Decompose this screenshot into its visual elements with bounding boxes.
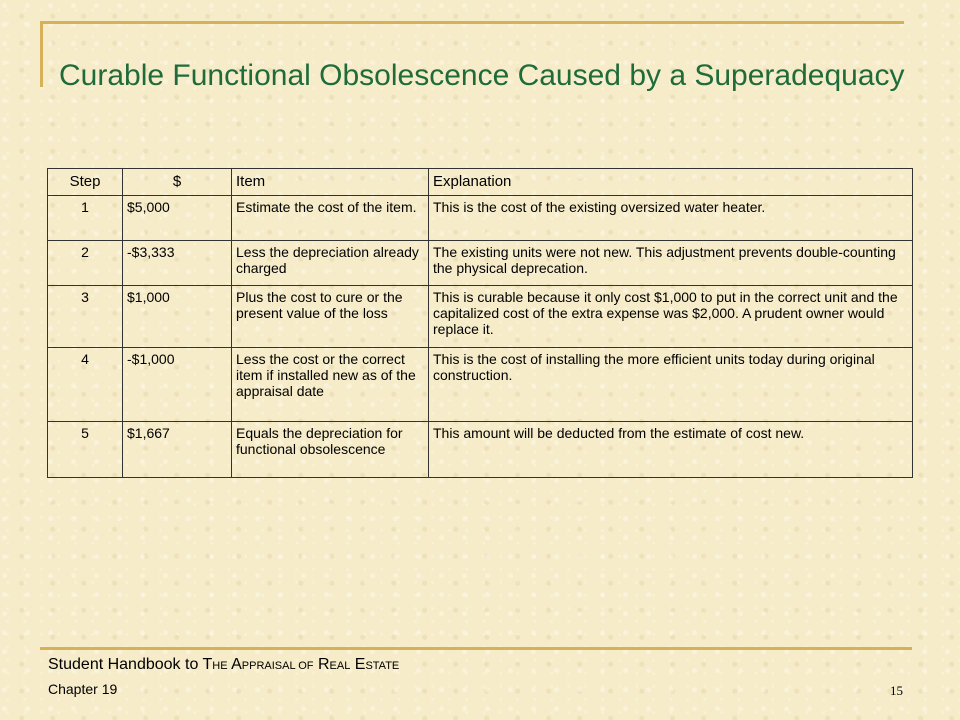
cell-item: Less the depreciation already charged bbox=[232, 241, 429, 286]
footer-title-part: Student Handbook to T bbox=[48, 656, 213, 673]
cell-dollar: $1,667 bbox=[123, 422, 232, 478]
cell-step: 2 bbox=[48, 241, 123, 286]
table-row bbox=[48, 241, 913, 286]
slide-title: Curable Functional Obsolescence Caused by a Superadequacy bbox=[59, 59, 905, 92]
depreciation-table bbox=[47, 168, 913, 478]
footer-title-part: R bbox=[313, 656, 330, 673]
footer-title-part: STATE bbox=[365, 660, 400, 672]
cell-item: Plus the cost to cure or the present value of the loss bbox=[232, 286, 429, 348]
cell-item: Less the cost or the correct item if installed new as of the appraisal date bbox=[232, 348, 429, 422]
footer-title-part: EAL bbox=[329, 660, 351, 672]
header-item: Item bbox=[232, 169, 429, 196]
footer-title-part: HE bbox=[212, 660, 228, 672]
table-row bbox=[48, 196, 913, 241]
footer-title-part: A bbox=[227, 656, 242, 673]
footer-title-part: PPRAISAL OF bbox=[241, 660, 314, 672]
cell-item: Estimate the cost of the item. bbox=[232, 196, 429, 241]
table-row bbox=[48, 348, 913, 422]
cell-step: 5 bbox=[48, 422, 123, 478]
cell-explanation: This amount will be deducted from the estimate of cost new. bbox=[429, 422, 913, 478]
table-row bbox=[48, 422, 913, 478]
header-step: Step bbox=[48, 169, 123, 196]
cell-dollar: $1,000 bbox=[123, 286, 232, 348]
table-header-row bbox=[48, 169, 913, 196]
page-number: 15 bbox=[890, 683, 903, 698]
cell-dollar: $5,000 bbox=[123, 196, 232, 241]
cell-explanation: This is the cost of the existing oversized water heater. bbox=[429, 196, 913, 241]
cell-dollar: -$3,333 bbox=[123, 241, 232, 286]
cell-explanation: This is curable because it only cost $1,000 to put in the correct unit and the capitalized cost of the extra expense was $2,000. A prudent owner would replace it. bbox=[429, 286, 913, 348]
cell-explanation: This is the cost of installing the more efficient units today during original construction. bbox=[429, 348, 913, 422]
footer-rule bbox=[40, 647, 912, 650]
cell-step: 3 bbox=[48, 286, 123, 348]
cell-explanation: The existing units were not new. This adjustment prevents double-counting the physical deprecation. bbox=[429, 241, 913, 286]
table-row bbox=[48, 286, 913, 348]
cell-item: Equals the depreciation for functional obsolescence bbox=[232, 422, 429, 478]
header-dollar: $ bbox=[123, 169, 232, 196]
header-explanation: Explanation bbox=[429, 169, 913, 196]
cell-dollar: -$1,000 bbox=[123, 348, 232, 422]
cell-step: 1 bbox=[48, 196, 123, 241]
footer-book-title bbox=[48, 656, 399, 674]
cell-step: 4 bbox=[48, 348, 123, 422]
top-decorative-rule bbox=[40, 21, 904, 24]
left-decorative-rule bbox=[40, 21, 43, 87]
footer-title-part: E bbox=[350, 656, 366, 673]
footer-chapter: Chapter 19 bbox=[48, 681, 118, 697]
